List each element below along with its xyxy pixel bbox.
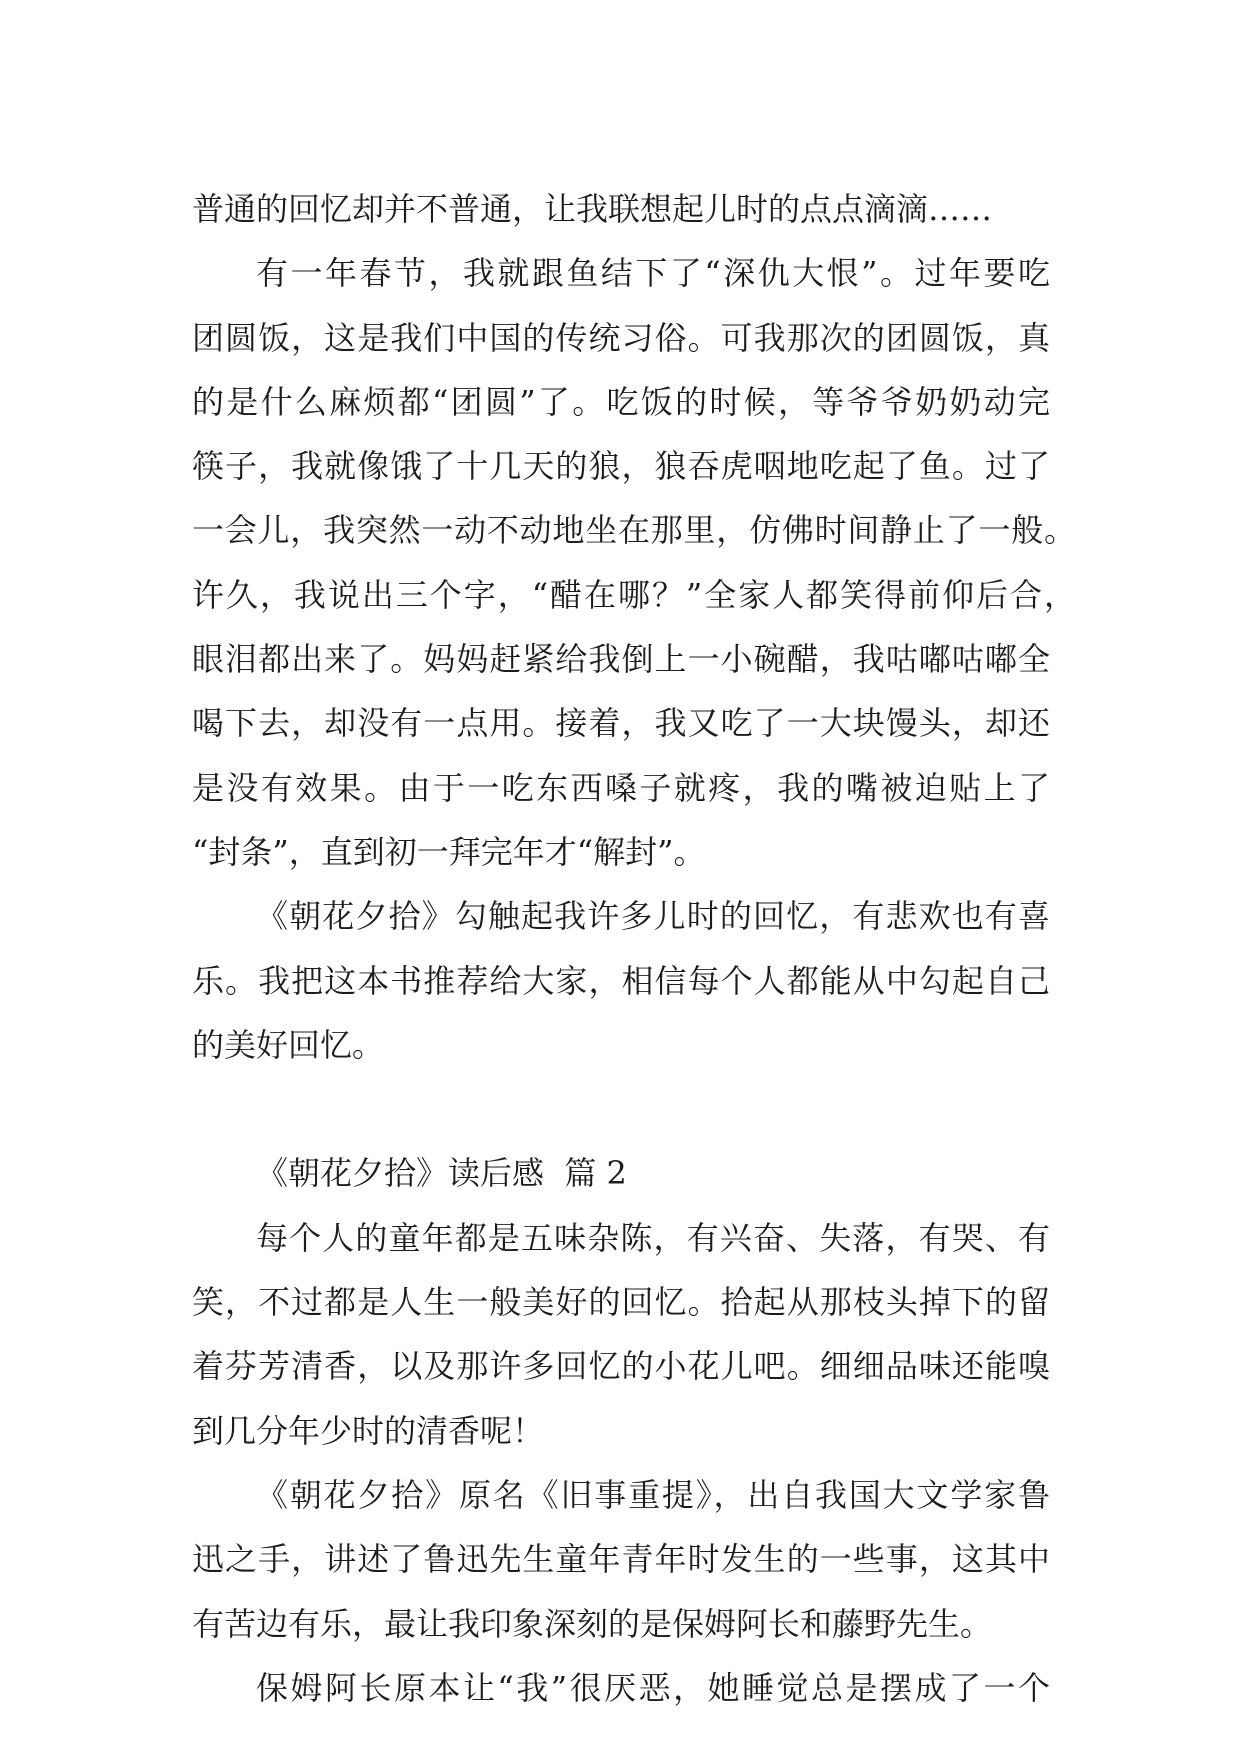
paragraph [192, 884, 1050, 1077]
text-line: 喝下去，却没有一点用。接着，我又吃了一大块馒头，却还 [192, 704, 1050, 743]
text-line: 一会儿，我突然一动不动地坐在那里，仿佛时间静止了一般。 [192, 511, 1076, 550]
text-line: 迅之手，讲述了鲁迅先生童年青年时发生的一些事，这其中 [192, 1540, 1050, 1579]
text-line: 许久，我说出三个字，“醋在哪？”全家人都笑得前仰后合， [192, 575, 1076, 614]
text-line: 的是什么麻烦都“团圆”了。吃饭的时候，等爷爷奶奶动完 [192, 382, 1050, 421]
paragraph [192, 177, 1050, 241]
paragraph [192, 1656, 1050, 1720]
text-line: 笑，不过都是人生一般美好的回忆。拾起从那枝头掉下的留 [192, 1283, 1050, 1322]
text-line: 团圆饭，这是我们中国的传统习俗。可我那次的团圆饭，真 [192, 318, 1050, 357]
text-line: 眼泪都出来了。妈妈赶紧给我倒上一小碗醋，我咕嘟咕嘟全 [192, 640, 1050, 679]
text-line: 《朝花夕拾》原名《旧事重提》，出自我国大文学家鲁 [256, 1475, 1050, 1514]
text-line: 《朝花夕拾》勾触起我许多儿时的回忆，有悲欢也有喜 [256, 897, 1050, 936]
paragraph [192, 1206, 1050, 1463]
text-line: 乐。我把这本书推荐给大家，相信每个人都能从中勾起自己 [192, 961, 1050, 1000]
text-line: 筷子，我就像饿了十几天的狼，狼吞虎咽地吃起了鱼。过了 [192, 447, 1050, 486]
document-body [192, 177, 1076, 1720]
text-line: 是没有效果。由于一吃东西嗓子就疼，我的嘴被迫贴上了 [192, 768, 1050, 807]
text-line: 有一年春节，我就跟鱼结下了“深仇大恨”。过年要吃 [256, 254, 1050, 293]
text-line: 保姆阿长原本让“我”很厌恶，她睡觉总是摆成了一个 [256, 1668, 1050, 1707]
section-heading: 《朝花夕拾》读后感 篇 2 [256, 1154, 627, 1193]
text-line: 有苦边有乐，最让我印象深刻的是保姆阿长和藤野先生。 [192, 1604, 993, 1643]
paragraph [192, 241, 1076, 884]
paragraph [192, 1463, 1050, 1656]
text-line: 的美好回忆。 [192, 1025, 385, 1064]
text-line: 每个人的童年都是五味杂陈，有兴奋、失落，有哭、有 [256, 1218, 1050, 1257]
text-line: 普通的回忆却并不普通，让我联想起儿时的点点滴滴…… [192, 190, 993, 228]
text-line: “封条”，直到初一拜完年才“解封”。 [192, 832, 706, 871]
text-line: 到几分年少时的清香呢！ [192, 1411, 545, 1450]
text-line: 着芬芳清香，以及那许多回忆的小花儿吧。细细品味还能嗅 [192, 1347, 1050, 1386]
